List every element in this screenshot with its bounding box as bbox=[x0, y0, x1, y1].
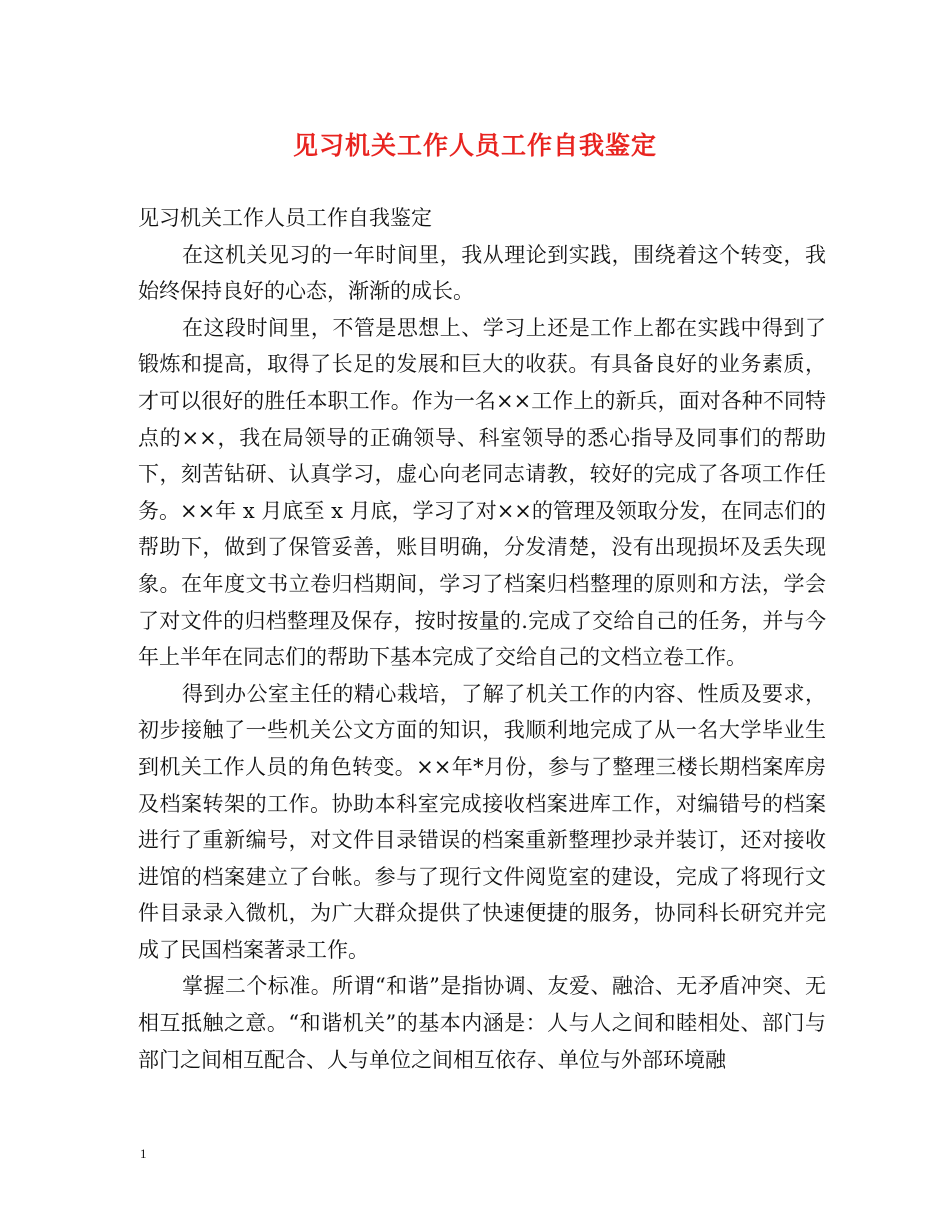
page-number: 1 bbox=[140, 1146, 147, 1161]
document-body bbox=[138, 200, 826, 1078]
paragraph-2: 在这段时间里，不管是思想上、学习上还是工作上都在实践中得到了锻炼和提高，取得了长足的发展和巨大的收获。有具备良好的业务素质，才可以很好的胜任本职工作。作为一名××工作上的新兵，面对各种不同特点的××，我在局领导的正确领导、科室领导的悉心指导及同事们的帮助下，刻苦钻研、认真学习，虚心向老同志请教，较好的完成了各项工作任务。××年 x 月底至 x 月底，学习了对××的管理及领取分发，在同志们的帮助下，做到了保管妥善，账目明确，分发清楚，没有出现损坏及丢失现象。在年度文书立卷归档期间，学习了档案归档整理的原则和方法，学会了对文件的归档整理及保存，按时按量的.完成了交给自己的任务，并与今年上半年在同志们的帮助下基本完成了交给自己的文档立卷工作。 bbox=[138, 315, 826, 670]
document-title: 见习机关工作人员工作自我鉴定 bbox=[292, 131, 657, 160]
document-subtitle: 见习机关工作人员工作自我鉴定 bbox=[138, 206, 432, 230]
paragraph-4: 掌握二个标准。所谓“和谐”是指协调、友爱、融洽、无矛盾冲突、无相互抵触之意。“和谐机关”的基本内涵是：人与人之间和睦相处、部门与部门之间相互配合、人与单位之间相互依存、单位与外部环境融 bbox=[138, 974, 826, 1072]
paragraph-1: 在这机关见习的一年时间里，我从理论到实践，围绕着这个转变，我始终保持良好的心态，渐渐的成长。 bbox=[138, 242, 826, 304]
paragraph-3: 得到办公室主任的精心栽培，了解了机关工作的内容、性质及要求，初步接触了一些机关公文方面的知识，我顺利地完成了从一名大学毕业生到机关工作人员的角色转变。××年*月份，参与了整理三楼长期档案库房及档案转架的工作。协助本科室完成接收档案进库工作，对编错号的档案进行了重新编号，对文件目录错误的档案重新整理抄录并装订，还对接收进馆的档案建立了台帐。参与了现行文件阅览室的建设，完成了将现行文件目录录入微机，为广大群众提供了快速便捷的服务，协同科长研究并完成了民国档案著录工作。 bbox=[138, 681, 826, 962]
